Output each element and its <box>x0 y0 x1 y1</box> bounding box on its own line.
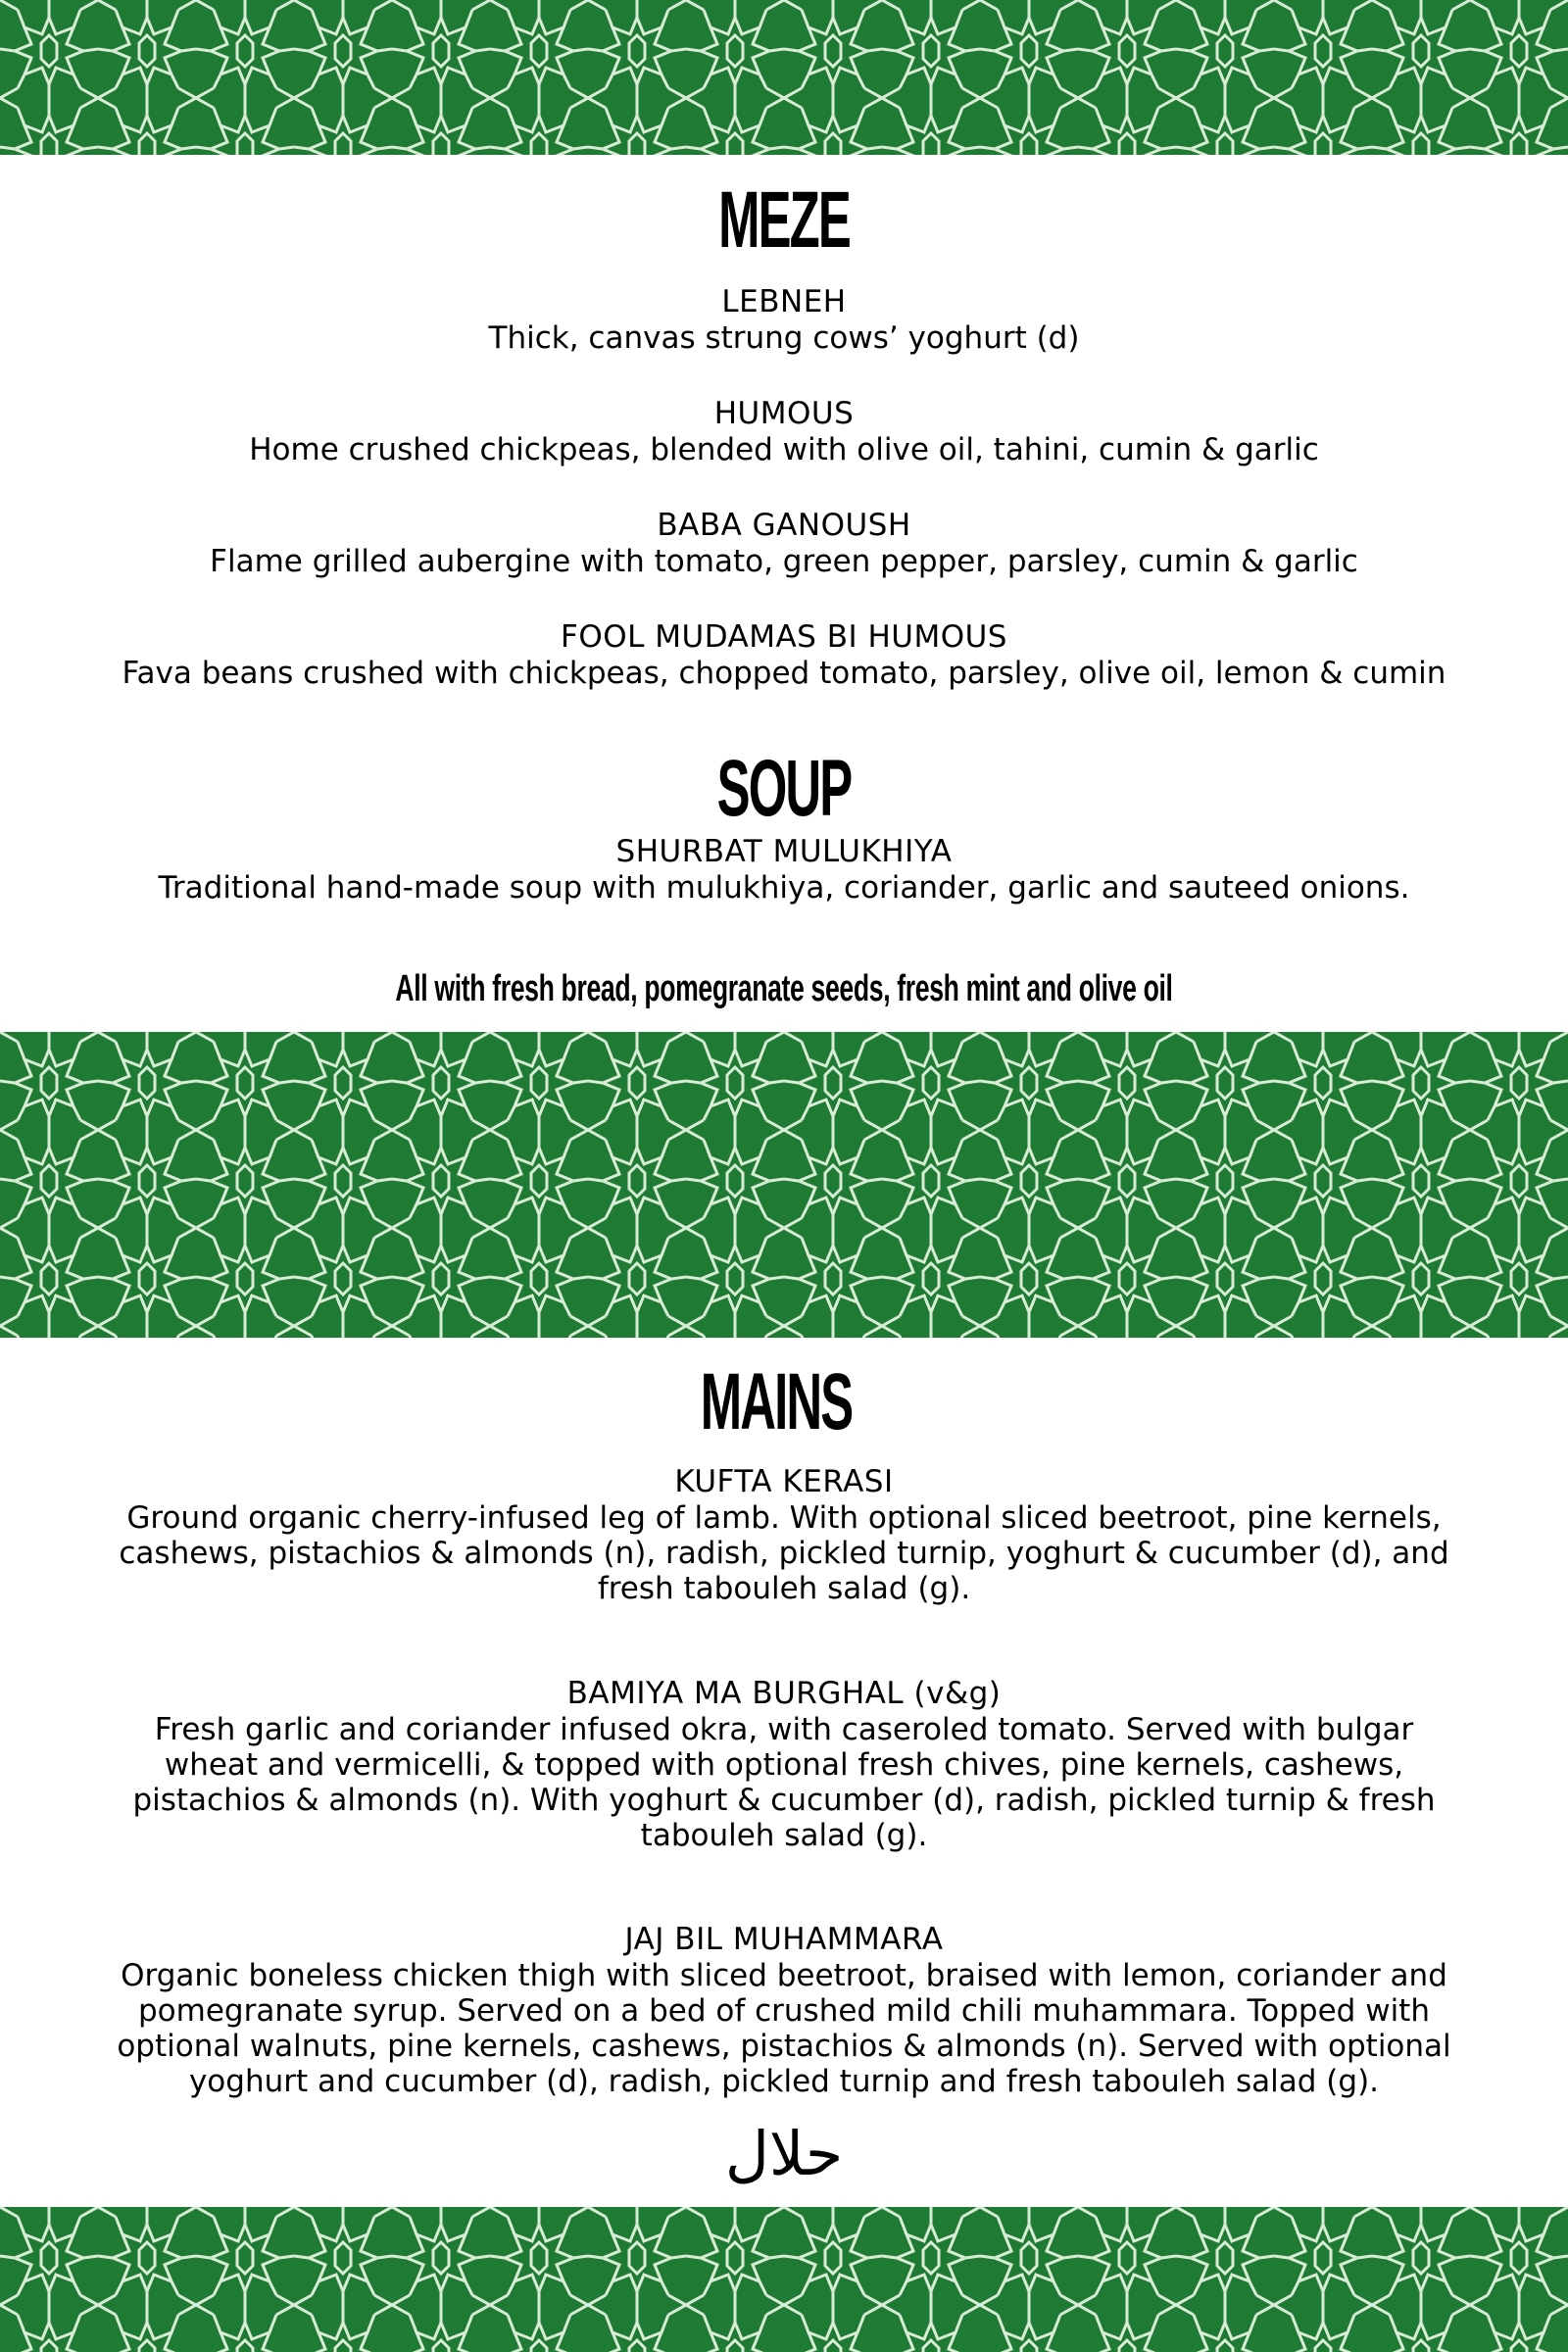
accompaniment-note: All with fresh bread, pomegranate seeds, fresh mint and olive oil <box>395 968 1173 1009</box>
menu-item-description: Organic boneless chicken thigh with sliced beetroot, braised with lemon, coriander and pomegranate syrup. Served on a bed of crushed mild chili muhammara. Topped with optional walnuts, pine kernels, cashews, pistachios & almonds (n). Served with optional yoghurt and cucumber (d), radish, pickled turnip and fresh tabouleh salad (g). <box>117 1958 1451 2099</box>
menu-item-name: HUMOUS <box>713 396 855 431</box>
menu-item-shurbat-mulukhiya <box>108 834 1460 906</box>
menu-item-lebneh <box>108 284 1460 356</box>
pattern-band-bottom <box>0 2207 1568 2352</box>
menu-item-description: Fava beans crushed with chickpeas, chopped tomato, parsley, olive oil, lemon & cumin <box>122 656 1446 691</box>
menu-item-name: JAJ BIL MUHAMMARA <box>624 1922 944 1957</box>
menu-item-description: Flame grilled aubergine with tomato, green pepper, parsley, cumin & garlic <box>210 544 1358 579</box>
menu-item-name: SHURBAT MULUKHIYA <box>615 834 953 869</box>
menu-item-name: LEBNEH <box>721 284 847 319</box>
section-title-mains: MAINS <box>700 1357 853 1446</box>
geometric-pattern-icon <box>0 0 1568 155</box>
menu-item-description: Thick, canvas strung cows’ yoghurt (d) <box>488 320 1080 356</box>
menu-item-name: BAMIYA MA BURGHAL (v&g) <box>566 1676 1002 1711</box>
geometric-pattern-icon <box>0 1032 1568 1338</box>
menu-item-name: KUFTA KERASI <box>674 1464 894 1499</box>
menu-item-name: FOOL MUDAMAS BI HUMOUS <box>561 619 1007 655</box>
menu-item-humous <box>108 396 1460 467</box>
menu-item-name: BABA GANOUSH <box>657 508 911 543</box>
pattern-band-top <box>0 0 1568 155</box>
menu-item-baba-ganoush <box>108 508 1460 579</box>
halal-mark: حلال <box>724 2118 844 2189</box>
menu-item-jaj-bil-muhammara <box>98 1922 1470 2099</box>
geometric-pattern-icon <box>0 2207 1568 2352</box>
pattern-band-middle <box>0 1032 1568 1338</box>
menu-item-description: Fresh garlic and coriander infused okra, with caseroled tomato. Served with bulgar wheat and vermicelli, & topped with optional fresh chives, pine kernels, cashews, pistachios & almonds (n). With yoghurt & cucumber (d), radish, pickled turnip & fresh tabouleh salad (g). <box>132 1712 1436 1853</box>
menu-item-fool-mudamas <box>108 619 1460 691</box>
menu-item-description: Ground organic cherry-infused leg of lamb. With optional sliced beetroot, pine kernels, cashews, pistachios & almonds (n), radish, pickled turnip, yoghurt & cucumber (d), and fresh tabouleh salad (g). <box>119 1500 1449 1606</box>
section-title-soup: SOUP <box>716 744 852 833</box>
section-title-meze: MEZE <box>718 175 850 265</box>
menu-item-description: Home crushed chickpeas, blended with olive oil, tahini, cumin & garlic <box>249 432 1319 467</box>
menu-item-description: Traditional hand-made soup with mulukhiya, coriander, garlic and sauteed onions. <box>158 870 1410 906</box>
menu-item-kufta-kerasi <box>118 1464 1450 1606</box>
menu-item-bamiya-ma-burghal <box>108 1676 1460 1853</box>
